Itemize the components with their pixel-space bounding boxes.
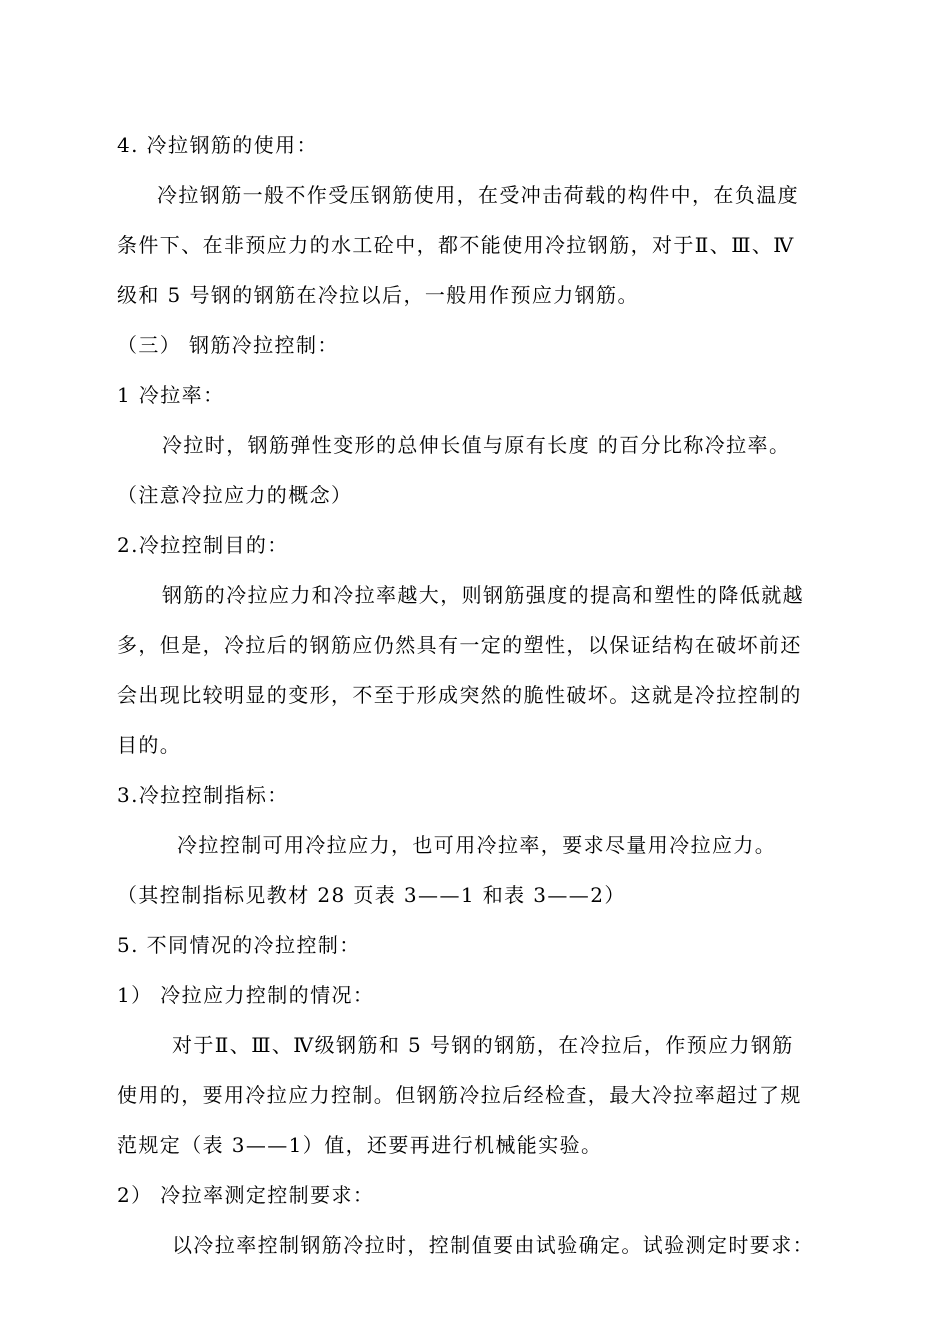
subheading-control-purpose: 2.冷拉控制目的：	[117, 533, 289, 557]
paragraph-line: （注意冷拉应力的概念）	[117, 483, 353, 507]
paragraph-line: 冷拉时，钢筋弹性变形的总伸长值与原有长度 的百分比称冷拉率。	[162, 433, 791, 457]
paragraph-line: 条件下、在非预应力的水工砼中，都不能使用冷拉钢筋，对于Ⅱ、Ⅲ、Ⅳ	[117, 233, 795, 257]
paragraph-line: 冷拉钢筋一般不作受压钢筋使用，在受冲击荷载的构件中，在负温度	[157, 183, 799, 207]
heading-4-cold-drawn-rebar-use: 4. 冷拉钢筋的使用：	[117, 133, 318, 157]
subheading-rate-measurement: 2） 冷拉率测定控制要求：	[117, 1183, 375, 1207]
subheading-control-index: 3.冷拉控制指标：	[117, 783, 289, 807]
paragraph-line: 多，但是，冷拉后的钢筋应仍然具有一定的塑性，以保证结构在破坏前还	[117, 633, 802, 657]
subheading-stress-control: 1） 冷拉应力控制的情况：	[117, 983, 375, 1007]
heading-5-different-cases: 5. 不同情况的冷拉控制：	[117, 933, 361, 957]
subheading-cold-drawing-rate: 1 冷拉率：	[117, 383, 225, 407]
paragraph-line: （其控制指标见教材 28 页表 3——1 和表 3——2）	[117, 883, 626, 907]
paragraph-line: 以冷拉率控制钢筋冷拉时，控制值要由试验确定。试验测定时要求：	[172, 1233, 814, 1257]
paragraph-line: 钢筋的冷拉应力和冷拉率越大，则钢筋强度的提高和塑性的降低就越	[162, 583, 804, 607]
paragraph-line: 目的。	[117, 733, 182, 757]
paragraph-line: 使用的，要用冷拉应力控制。但钢筋冷拉后经检查，最大冷拉率超过了规	[117, 1083, 802, 1107]
paragraph-line: 冷拉控制可用冷拉应力，也可用冷拉率，要求尽量用冷拉应力。	[177, 833, 777, 857]
section-heading-3: （三） 钢筋冷拉控制：	[117, 333, 339, 357]
paragraph-line: 级和 5 号钢的钢筋在冷拉以后，一般用作预应力钢筋。	[117, 283, 639, 307]
paragraph-line: 范规定（表 3——1）值，还要再进行机械能实验。	[117, 1133, 603, 1157]
paragraph-line: 对于Ⅱ、Ⅲ、Ⅳ级钢筋和 5 号钢的钢筋，在冷拉后，作预应力钢筋	[172, 1033, 794, 1057]
paragraph-line: 会出现比较明显的变形，不至于形成突然的脆性破坏。这就是冷拉控制的	[117, 683, 802, 707]
